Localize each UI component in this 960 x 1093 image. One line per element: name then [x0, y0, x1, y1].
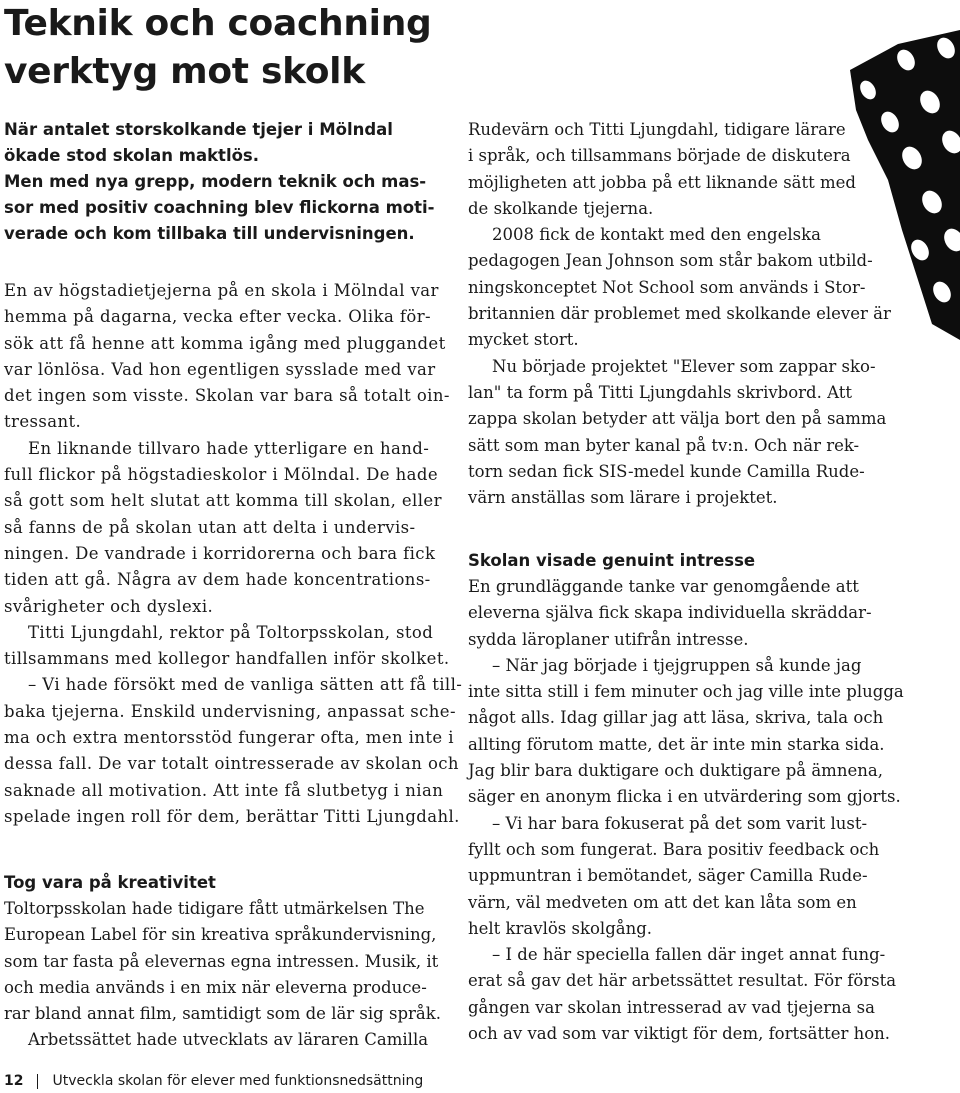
- text-line: helt kravlös skolgång.: [468, 918, 653, 938]
- text-line: möjligheten att jobba på ett liknande sätt med: [468, 172, 856, 192]
- text-line: En liknande tillvaro hade ytterligare en hand-: [28, 438, 430, 458]
- text-line: 2008 fick de kontakt med den engelska: [492, 225, 821, 245]
- lead-line: När antalet storskolkande tjejer i Mölndal: [4, 120, 393, 139]
- text-line: Nu började projektet "Elever som zappar sko-: [492, 356, 876, 376]
- text-line: de skolkande tjejerna.: [468, 198, 654, 218]
- text-line: zappa skolan betyder att välja bort den på samma: [468, 409, 887, 429]
- text-line: full flickor på högstadieskolor i Mölndal. De hade: [4, 465, 438, 485]
- text-line: torn sedan fick SIS-medel kunde Camilla Rude-: [468, 461, 865, 481]
- left-column-body: [4, 278, 463, 830]
- text-line: spelade ingen roll för dem, berättar Titti Ljungdahl.: [4, 806, 460, 826]
- paragraph: [4, 672, 463, 830]
- text-line: var lönlösa. Vad hon egentligen sysslade med var: [4, 359, 436, 379]
- text-line: mycket stort.: [468, 330, 579, 350]
- paragraph: [468, 942, 908, 1047]
- text-line: tressant.: [4, 412, 82, 432]
- text-line: så gott som helt slutat att komma till skolan, eller: [4, 491, 442, 511]
- text-line: i språk, och tillsammans började de diskutera: [468, 146, 851, 166]
- text-line: Rudevärn och Titti Ljungdahl, tidigare lärare: [468, 120, 846, 139]
- text-line: gången var skolan intresserad av vad tjejerna sa: [468, 997, 875, 1017]
- page-footer: [4, 1071, 423, 1091]
- left-column-section: [4, 870, 444, 1054]
- text-line: sätt som man byter kanal på tv:n. Och när rek-: [468, 435, 860, 455]
- text-line: säger en anonym flicka i en utvärdering som gjorts.: [468, 787, 901, 807]
- text-line: ma och extra mentorsstöd fungerar ofta, men inte i: [4, 728, 454, 748]
- text-line: tillsammans med kollegor handfallen inför skolket.: [4, 649, 450, 669]
- lead-line: verade och kom tillbaka till undervisningen.: [4, 224, 415, 243]
- text-line: sök att få henne att komma igång med pluggandet: [4, 333, 446, 353]
- text-line: som tar fasta på elevernas egna intressen. Musik, it: [4, 951, 439, 971]
- text-line: European Label för sin kreativa språkundervisning,: [4, 925, 437, 945]
- paragraph: [468, 574, 908, 653]
- text-line: dessa fall. De var totalt ointresserade av skolan och: [4, 754, 459, 774]
- paragraph: [4, 1027, 444, 1053]
- text-line: svårigheter och dyslexi.: [4, 596, 214, 616]
- paragraph: [468, 811, 908, 942]
- text-line: – Vi har bara fokuserat på det som varit lust-: [492, 813, 868, 833]
- text-line: – När jag började i tjejgruppen så kunde jag: [492, 655, 862, 675]
- section-heading: Skolan visade genuint intresse: [468, 551, 756, 570]
- text-line: Arbetssättet hade utvecklats av läraren Camilla: [28, 1030, 429, 1050]
- text-line: hemma på dagarna, vecka efter vecka. Olika för-: [4, 307, 431, 327]
- text-line: så fanns de på skolan utan att delta i undervis-: [4, 517, 416, 537]
- text-line: inte sitta still i fem minuter och jag ville inte plugga: [468, 682, 904, 702]
- text-line: och av vad som var viktigt för dem, fortsätter hon.: [468, 1024, 891, 1044]
- title-line: Teknik och coachning: [4, 3, 432, 44]
- text-line: eleverna själva fick skapa individuella skräddar-: [468, 603, 872, 623]
- text-line: rar bland annat film, samtidigt som de lär sig språk.: [4, 1004, 441, 1024]
- text-line: baka tjejerna. Enskild undervisning, anpassat sche-: [4, 701, 456, 721]
- lead-line: sor med positiv coachning blev flickorna moti-: [4, 198, 435, 217]
- text-line: fyllt och som fungerat. Bara positiv feedback och: [468, 839, 880, 859]
- text-line: saknade all motivation. Att inte få slutbetyg i nian: [4, 780, 444, 800]
- text-line: – I de här speciella fallen där inget annat fung-: [492, 945, 886, 965]
- text-line: värn, väl medveten om att det kan låta som en: [468, 892, 857, 912]
- text-line: allting förutom matte, det är inte min starka sida.: [468, 734, 885, 754]
- text-line: och media används i en mix när eleverna producе-: [4, 977, 427, 997]
- text-line: lan" ta form på Titti Ljungdahls skrivbord. Att: [468, 382, 852, 402]
- text-line: – Vi hade försökt med de vanliga sätten att få till-: [28, 675, 463, 695]
- text-line: En grundläggande tanke var genomgående att: [468, 577, 859, 596]
- page-number: 12: [4, 1073, 24, 1089]
- footer-divider: [37, 1074, 38, 1089]
- text-line: något alls. Idag gillar jag att läsa, skriva, tala och: [468, 708, 884, 728]
- lead-line: Men med nya grepp, modern teknik och mas-: [4, 172, 427, 191]
- text-line: erat så gav det här arbetssättet resultat. För första: [468, 971, 897, 991]
- polka-dot-fabric-image: [828, 30, 960, 340]
- paragraph: [4, 896, 444, 1027]
- text-line: det ingen som visste. Skolan var bara så totalt oin-: [4, 386, 450, 406]
- text-line: En av högstadietjejerna på en skola i Mölndal var: [4, 281, 439, 300]
- text-line: ningen. De vandrade i korridorerna och bara fick: [4, 543, 436, 563]
- paragraph: [4, 278, 450, 436]
- text-line: tiden att gå. Några av dem hade koncentrations-: [4, 570, 431, 590]
- article-lead: [4, 117, 435, 247]
- text-line: britannien där problemet med skolkande elever är: [468, 304, 891, 324]
- text-line: sydda läroplaner utifrån intresse.: [468, 629, 749, 649]
- text-line: Jag blir bara duktigare och duktigare på ämnena,: [468, 761, 883, 781]
- paragraph: [468, 653, 908, 811]
- paragraph: [4, 620, 450, 673]
- publication-title: Utveckla skolan för elever med funktionsnedsättning: [52, 1073, 424, 1089]
- text-line: Titti Ljungdahl, rektor på Toltorpsskolan, stod: [28, 622, 434, 642]
- text-line: ningskonceptet Not School som används i Stor-: [468, 277, 866, 297]
- text-line: Toltorpsskolan hade tidigare fått utmärkelsen The: [4, 899, 425, 918]
- article-title: [4, 0, 432, 96]
- text-line: uppmuntran i bemötandet, säger Camilla Rude-: [468, 866, 868, 886]
- text-line: värn anställas som lärare i projektet.: [468, 488, 778, 508]
- lead-line: ökade stod skolan maktlös.: [4, 146, 260, 165]
- right-column-section: [468, 548, 908, 1047]
- title-line: verktyg mot skolk: [4, 51, 365, 92]
- text-line: pedagogen Jean Johnson som står bakom utbild-: [468, 251, 873, 271]
- paragraph: [4, 436, 444, 620]
- paragraph: [468, 354, 908, 512]
- section-heading: Tog vara på kreativitet: [4, 873, 216, 892]
- fabric-group: [828, 30, 960, 340]
